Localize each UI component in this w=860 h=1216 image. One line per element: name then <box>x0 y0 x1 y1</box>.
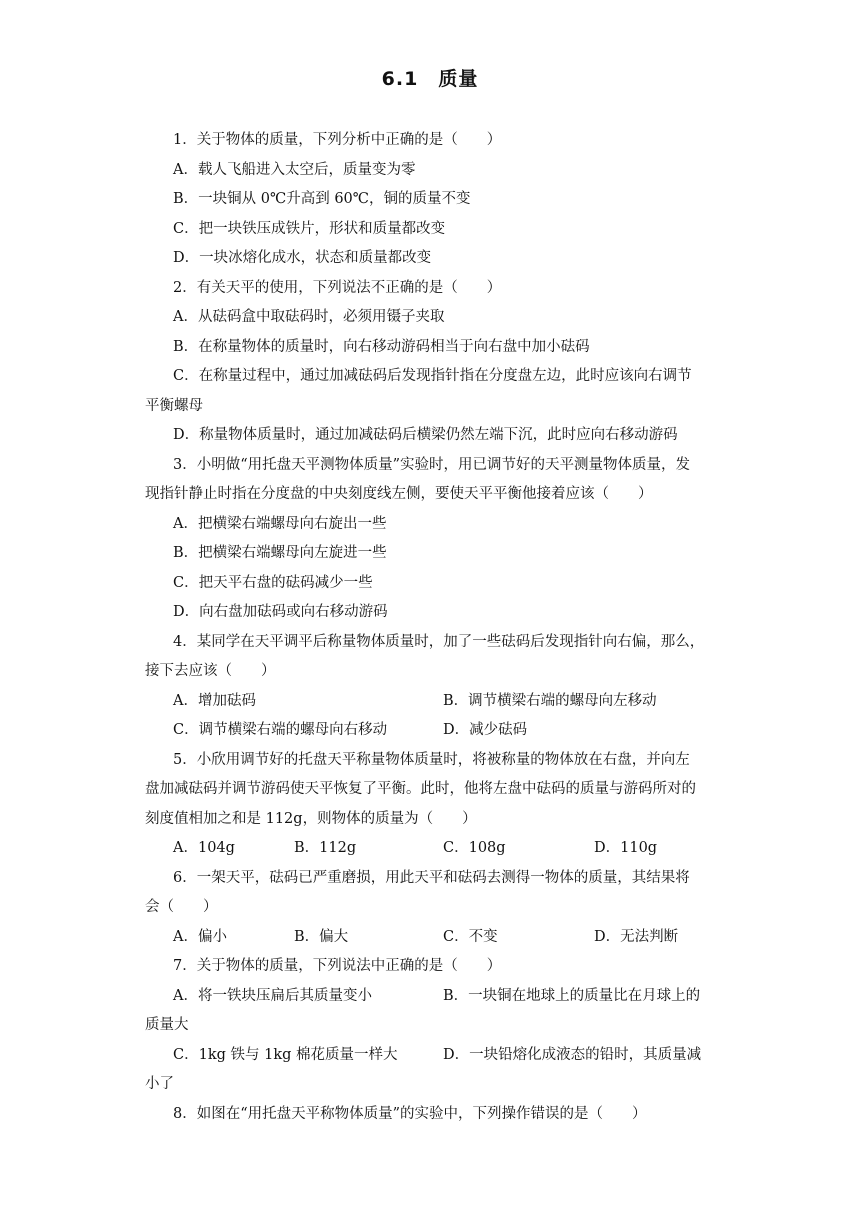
question-5-stem-continued-1: 盘加减砝码并调节游码使天平恢复了平衡。此时，他将左盘中砝码的质量与游码所对的 <box>145 781 696 797</box>
question-7-stem: 7．关于物体的质量，下列说法中正确的是（ ） <box>173 958 502 974</box>
question-8-stem: 8．如图在“用托盘天平称物体质量”的实验中，下列操作错误的是（ ） <box>173 1106 647 1122</box>
question-5-stem: 5．小欣用调节好的托盘天平称量物体质量时，将被称量的物体放在右盘，并向左 <box>173 752 690 768</box>
question-1-stem: 1．关于物体的质量，下列分析中正确的是（ ） <box>173 132 502 148</box>
question-7-option-b: B．一块铜在地球上的质量比在月球上的 <box>443 988 701 1004</box>
question-6-option-d: D．无法判断 <box>594 929 679 945</box>
question-6-option-a: A．偏小 <box>173 929 227 945</box>
question-4-option-a: A．增加砝码 <box>173 693 256 709</box>
question-3-option-c: C．把天平右盘的砝码减少一些 <box>173 575 373 591</box>
question-6-stem-continued: 会（ ） <box>145 899 218 915</box>
question-1-option-d: D．一块冰熔化成水，状态和质量都改变 <box>173 250 432 266</box>
question-4-option-b: B．调节横梁右端的螺母向左移动 <box>443 693 657 709</box>
question-5-option-a: A．104g <box>173 840 235 856</box>
question-2-option-a: A．从砝码盒中取砝码时，必须用镊子夹取 <box>173 309 445 325</box>
question-3-option-b: B．把横梁右端螺母向左旋进一些 <box>173 545 387 561</box>
question-7-option-a: A．将一铁块压扁后其质量变小 <box>173 988 372 1004</box>
question-5-option-b: B．112g <box>294 840 357 856</box>
question-3-stem: 3．小明做“用托盘天平测物体质量”实验时，用已调节好的天平测量物体质量，发 <box>173 457 691 473</box>
question-4-option-d: D．减少砝码 <box>443 722 528 738</box>
question-1-option-c: C．把一块铁压成铁片，形状和质量都改变 <box>173 221 446 237</box>
question-3-option-a: A．把横梁右端螺母向右旋出一些 <box>173 516 387 532</box>
question-4-option-c: C．调节横梁右端的螺母向右移动 <box>173 722 388 738</box>
question-3-option-d: D．向右盘加砝码或向右移动游码 <box>173 604 388 620</box>
question-6-stem: 6．一架天平，砝码已严重磨损，用此天平和砝码去测得一物体的质量，其结果将 <box>173 870 690 886</box>
question-6-option-b: B．偏大 <box>294 929 349 945</box>
question-7-option-c: C．1kg 铁与 1kg 棉花质量一样大 <box>173 1047 398 1063</box>
question-1-option-a: A．载人飞船进入太空后，质量变为零 <box>173 162 416 178</box>
question-6-option-c: C．不变 <box>443 929 498 945</box>
question-7-option-d-continued: 小了 <box>145 1076 174 1092</box>
question-2-option-d: D．称量物体质量时，通过加减砝码后横梁仍然左端下沉，此时应向右移动游码 <box>173 427 678 443</box>
question-7-option-b-continued: 质量大 <box>145 1017 189 1033</box>
question-5-option-c: C．108g <box>443 840 506 856</box>
page-title: 6.1 质量 <box>381 68 479 90</box>
question-2-option-c: C．在称量过程中，通过加减砝码后发现指针指在分度盘左边，此时应该向右调节 <box>173 368 692 384</box>
question-1-option-b: B．一块铜从 0℃升高到 60℃，铜的质量不变 <box>173 191 471 207</box>
question-4-stem: 4．某同学在天平调平后称量物体质量时，加了一些砝码后发现指针向右偏，那么， <box>173 634 705 650</box>
question-5-option-d: D．110g <box>594 840 658 856</box>
question-2-option-c-continued: 平衡螺母 <box>145 398 203 414</box>
question-4-stem-continued: 接下去应该（ ） <box>145 663 276 679</box>
question-3-stem-continued: 现指针静止时指在分度盘的中央刻度线左侧，要使天平平衡他接着应该（ ） <box>145 486 653 502</box>
question-2-option-b: B．在称量物体的质量时，向右移动游码相当于向右盘中加小砝码 <box>173 339 590 355</box>
question-5-stem-continued-2: 刻度值相加之和是 112g，则物体的质量为（ ） <box>145 811 477 827</box>
question-2-stem: 2．有关天平的使用，下列说法不正确的是（ ） <box>173 280 502 296</box>
question-7-option-d: D．一块铅熔化成液态的铅时，其质量减 <box>443 1047 702 1063</box>
